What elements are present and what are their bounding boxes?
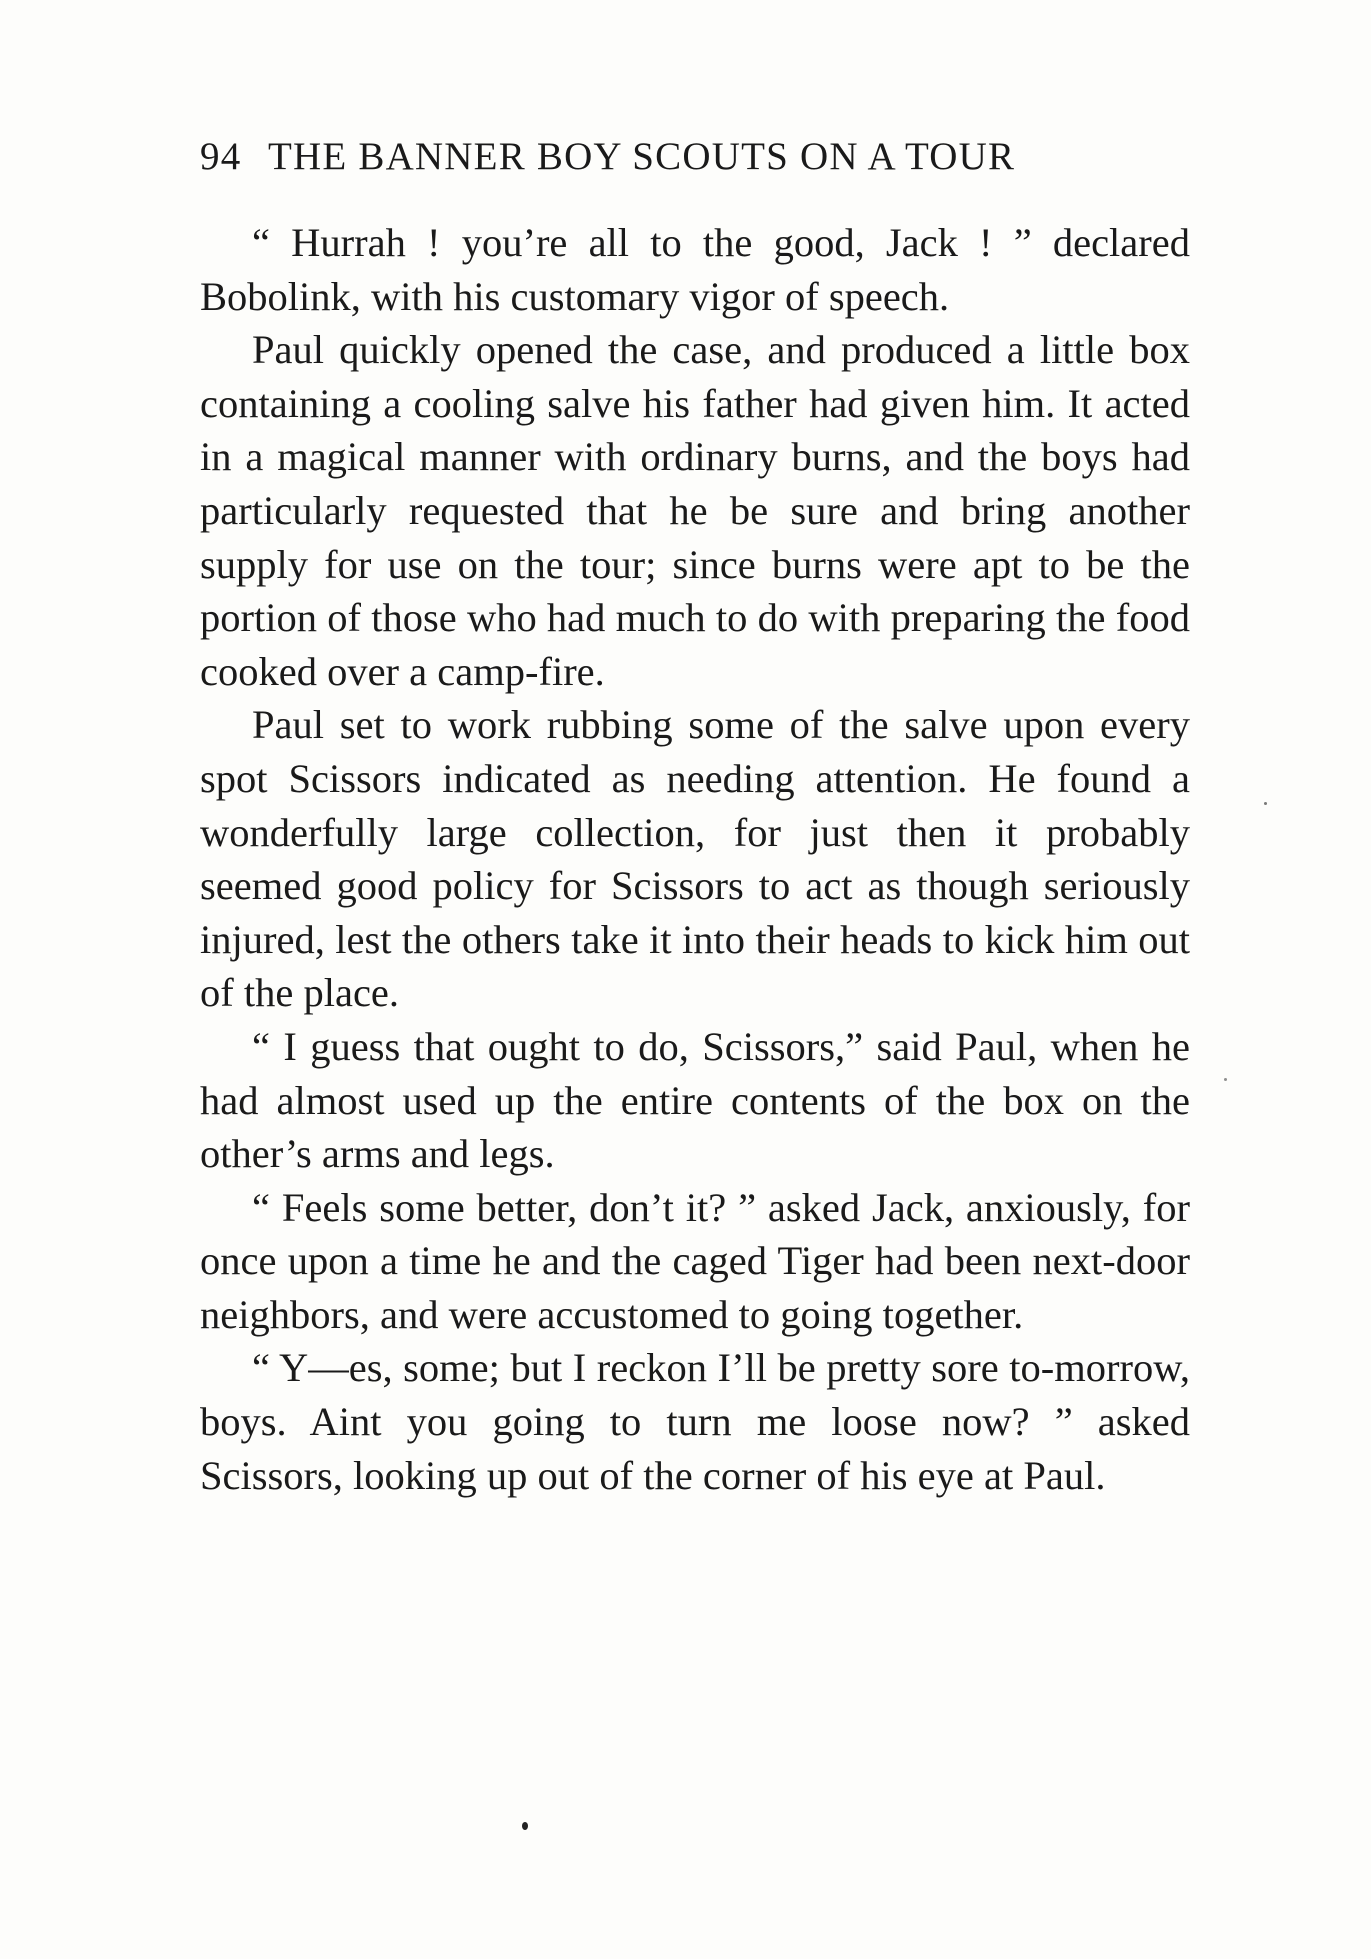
paragraph: “ Y—es, some; but I reckon I’ll be pretty sore to-morrow, boys. Aint you going to turn me loose now? ” asked Scissors, looking up out of the corner of his eye at Paul. (200, 1345, 1190, 1498)
page-number: 94 (200, 135, 242, 178)
paragraph: Paul quickly opened the case, and produced a little box containing a cooling salve his father had given him. It acted in a magical manner with ordinary burns, and the boys had particularly requested that he be sure and bring another supply for use on the tour; since burns were apt to be the portion of those who had much to do with preparing the food cooked over a camp-fire. (200, 327, 1190, 694)
running-head (200, 132, 1200, 182)
running-title: THE BANNER BOY SCOUTS ON A TOUR (268, 135, 1016, 178)
ink-speck (1264, 802, 1267, 805)
paragraph: Paul set to work rubbing some of the salve upon every spot Scissors indicated as needing attention. He found a wonderfully large collection, for just then it probably seemed good policy for Scissors to act as though seriously injured, lest the others take it into their heads to kick him out of the place. (200, 702, 1190, 1016)
body-text (200, 216, 1190, 1502)
paragraph: “ Feels some better, don’t it? ” asked Jack, anxiously, for once upon a time he and the caged Tiger had been next-door neighbors, and were accustomed to going together. (200, 1184, 1190, 1337)
ink-speck (522, 1822, 528, 1830)
ink-speck (1224, 1078, 1227, 1081)
paragraph: “ Hurrah ! you’re all to the good, Jack ! ” declared Bobolink, with his customary vigor of speech. (200, 220, 1190, 319)
paragraph: “ I guess that ought to do, Scissors,” said Paul, when he had almost used up the entire contents of the box on the other’s arms and legs. (200, 1023, 1190, 1177)
